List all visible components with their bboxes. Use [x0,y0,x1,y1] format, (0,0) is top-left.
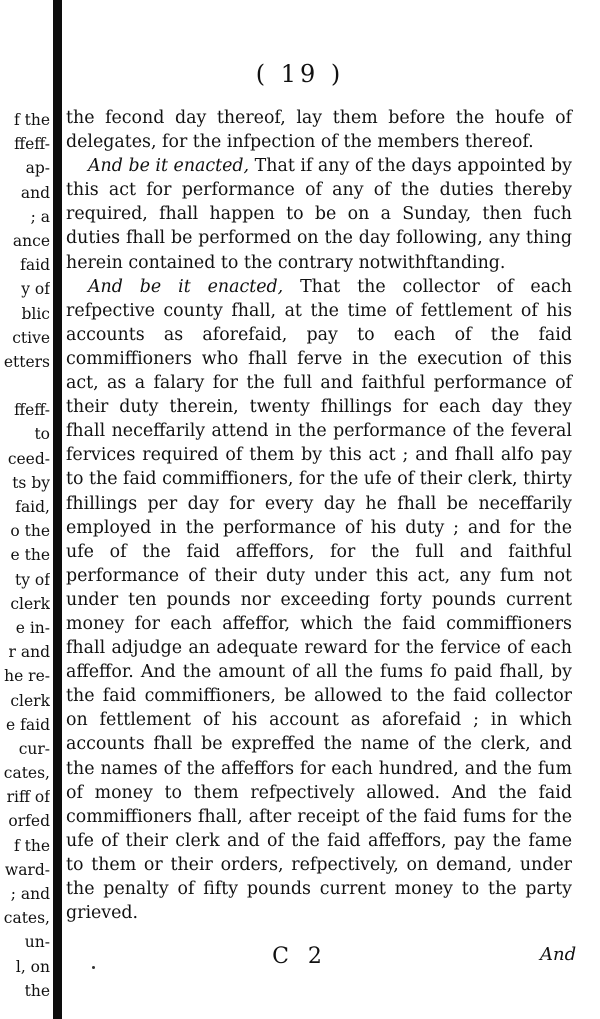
margin-fragment: ffeff- [14,135,50,154]
margin-fragment: f the [13,836,50,855]
margin-fragment: f the [13,111,50,129]
margin-fragment: faid [20,256,50,275]
margin-fragment: cur- [18,739,50,758]
margin-fragment: ffeff- [14,401,50,420]
previous-page-margin [0,108,50,1003]
margin-fragment: o the [10,522,50,541]
margin-fragment: e in- [15,618,50,637]
paragraph-1: the fecond day thereof, lay them before the houfe of delegates, for the infpection of the members thereof. [66,108,572,153]
margin-fragment: l, on [15,957,50,976]
margin-fragment: to [34,425,50,444]
margin-fragment: blic [21,304,50,323]
paragraph-2-body: That if any of the days appointed by this act for performance of any of the duties thereby required, fhall happen to be on a Sunday, then fuch duties fhall be performed on the day following, any thing herein contained to the contrary notwithftanding. [66,156,572,273]
margin-fragment: y of [21,280,50,299]
paragraph-2 [66,154,572,274]
margin-fragment: ance [12,231,50,250]
enacting-clause: And be it enacted, [88,156,250,177]
margin-fragment: clerk [10,691,50,710]
margin-fragment: ty of [15,570,50,589]
margin-fragment: and [20,183,50,202]
signature-mark: C 2 [272,944,328,969]
margin-fragment: cates, [3,909,50,928]
margin-fragment: e the [10,546,50,565]
margin-fragment: faid, [15,498,50,516]
margin-fragment [0,374,50,398]
margin-fragment: ts by [12,473,50,492]
margin-fragment: r and [8,643,50,662]
margin-fragment: un- [24,933,50,952]
margin-fragment: he re- [4,667,50,686]
page-number: ( 19 ) [255,60,345,88]
margin-fragment: riff of [6,788,50,807]
margin-fragment: etters [3,352,50,371]
margin-fragment: the [24,981,50,1000]
paragraph-3 [66,275,572,926]
margin-fragment: orfed [8,812,50,831]
margin-fragment: cates, [3,764,50,783]
main-text [66,106,572,925]
margin-fragment: ; a [30,207,50,226]
margin-fragment: clerk [10,594,50,613]
margin-fragment: ap- [25,159,50,178]
catchword: And [540,944,577,965]
paragraph-3-body: That the collector of each refpective county fhall, at the time of fettlement of his accounts as aforefaid, pay to each of the faid commiffioners who fhall ferve in the execution of this act, as a falary for the full and faithful performance of their duty therein, twenty fhillings for each day they fhall neceffarily attend in the performance of the feveral fervices required of them by this act ; and fhall alfo pay to the faid commiffioners, for the ufe of their clerk, thirty fhillings per day for every day he fhall be neceffarily employed in the performance of his duty ; and for the ufe of the faid affeffors, for the full and faithful performance of their duty under this act, any fum not under ten pounds nor exceeding forty pounds current money for each affeffor, which the faid commiffioners fhall adjudge an adequate reward for the fervice of each affeffor. And the amount of all the fums fo paid fhall, by the faid commiffioners, be allowed to the faid collector on fettlement of his account as aforefaid ; in which accounts fhall be expreffed the name of the clerk, and the names of the affeffors for each hundred, and the fum of money to them refpectively allowed. And the faid commiffioners fhall, after receipt of the faid fums for the ufe of their clerk and of the faid affeffors, pay the fame to them or their orders, refpectively, on demand, under the penalty of fifty pounds current money to the party grieved. [66,276,573,924]
margin-fragment: e faid [6,715,50,734]
margin-fragment: ward- [4,860,50,879]
margin-fragment: ctive [12,328,50,347]
margin-fragment: ceed- [7,449,50,468]
enacting-clause: And be it enacted, [88,276,284,297]
binding-gutter [53,0,62,1019]
margin-fragment: ; and [10,885,50,903]
